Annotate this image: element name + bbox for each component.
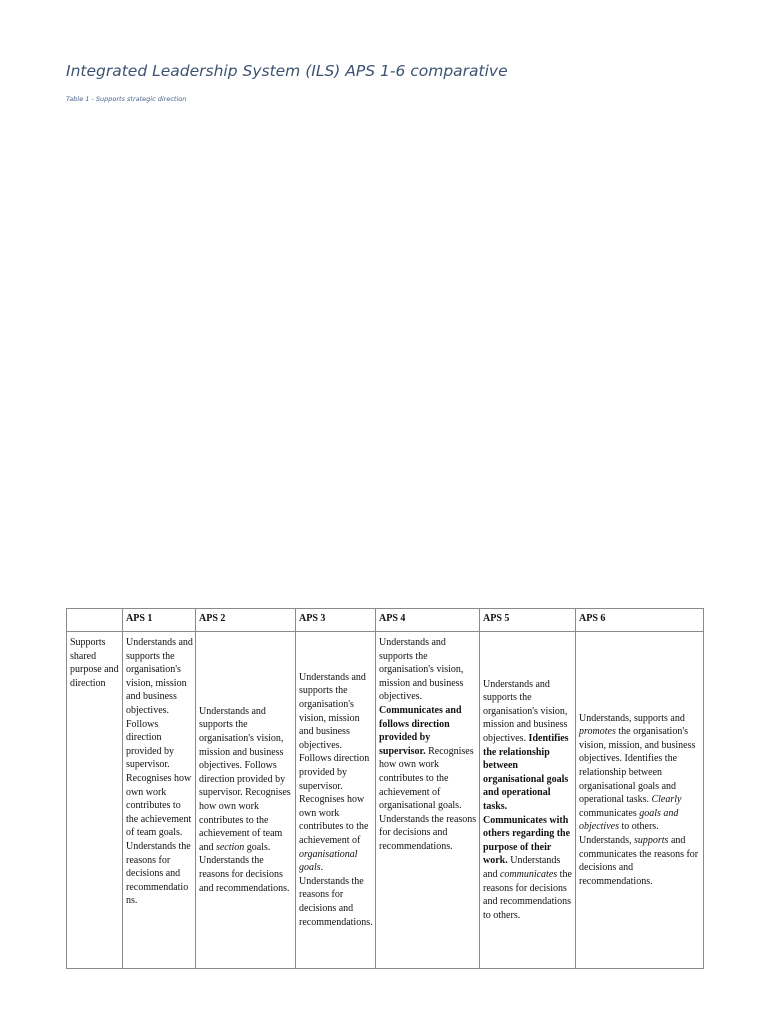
header-cell-empty xyxy=(67,609,123,632)
aps1-cell xyxy=(123,632,196,969)
aps3-cell xyxy=(296,632,376,969)
aps6-text-end: and communicates the reasons for decisions and recommendations. xyxy=(579,834,699,887)
aps4-cell xyxy=(376,632,480,969)
aps6-cell xyxy=(576,632,704,969)
aps3-text: Understands and supports the organisation's vision, mission and business objectives. Follows direction provided by supervisor. Recognises how own work contributes to the achievement of xyxy=(299,671,370,846)
aps2-cell xyxy=(196,632,296,969)
aps4-bold-text: Communicates and follows direction provided by supervisor. xyxy=(379,704,462,757)
aps5-text-end: the reasons for decisions and recommendations to others. xyxy=(483,868,572,921)
table-caption: Table 1 - Supports strategic direction xyxy=(66,95,187,103)
row-label-cell: Supports shared purpose and direction xyxy=(67,632,123,969)
table-row xyxy=(67,632,704,969)
aps6-text-communicates: communicates xyxy=(579,807,640,819)
aps5-italic-text: communicates xyxy=(499,868,558,880)
aps5-cell xyxy=(480,632,576,969)
aps6-italic-supports: supports xyxy=(634,834,669,846)
aps6-text-second: Understands, xyxy=(579,834,634,846)
aps1-text: Understands and supports the organisation's vision, mission and business objectives. Follows direction provided by supervisor. Recognises how own work contributes to the achievement of team goals. Understands the reasons for decisions and recommendations. xyxy=(126,637,193,907)
aps6-italic-goals: goals and objectives xyxy=(579,807,679,833)
aps2-italic-text: section xyxy=(215,841,245,853)
aps3-text-end: . Understands the reasons for decisions and recommendations. xyxy=(299,862,373,928)
aps3-italic-text: organisational goals xyxy=(299,848,358,874)
aps2-text: Understands and supports the organisation's vision, mission and business objectives. Follows direction provided by supervisor. Recognises how own work contributes to the achievement of team and xyxy=(199,705,291,853)
header-cell-aps6: APS 6 xyxy=(576,609,704,632)
aps-comparison-table xyxy=(66,608,704,969)
aps2-text-end: goals. Understands the reasons for decisions and recommendations. xyxy=(199,841,290,894)
header-cell-aps1: APS 1 xyxy=(123,609,196,632)
aps5-text-mid: Understands and xyxy=(483,855,561,880)
header-cell-aps4: APS 4 xyxy=(376,609,480,632)
aps6-text-mid: the organisation's vision, mission, and business objectives. Identifies the relationship between organisational goals and operational tasks. xyxy=(579,726,696,806)
aps6-text-others: to others. xyxy=(618,821,659,833)
aps6-italic-clearly: Clearly xyxy=(651,794,682,806)
page-title: Integrated Leadership System (ILS) APS 1-6 comparative xyxy=(66,62,508,80)
header-cell-aps3: APS 3 xyxy=(296,609,376,632)
header-cell-aps5: APS 5 xyxy=(480,609,576,632)
aps5-bold-text: Identifies the relationship between organisational goals and operational tasks. Communicates with others regarding the purpose of their work. xyxy=(483,733,571,867)
table-header-row xyxy=(67,609,704,632)
header-cell-aps2: APS 2 xyxy=(196,609,296,632)
aps6-text: Understands, supports and xyxy=(579,712,685,724)
aps4-text-end: Recognises how own work contributes to the achievement of organisational goals. Understands the reasons for decisions and recommendations. xyxy=(379,745,477,852)
aps6-italic-promotes: promotes xyxy=(579,726,616,738)
aps5-text: Understands and supports the organisation's vision, mission and business objectives. xyxy=(483,678,568,745)
aps4-text: Understands and supports the organisation's vision, mission and business objectives. xyxy=(379,637,464,703)
